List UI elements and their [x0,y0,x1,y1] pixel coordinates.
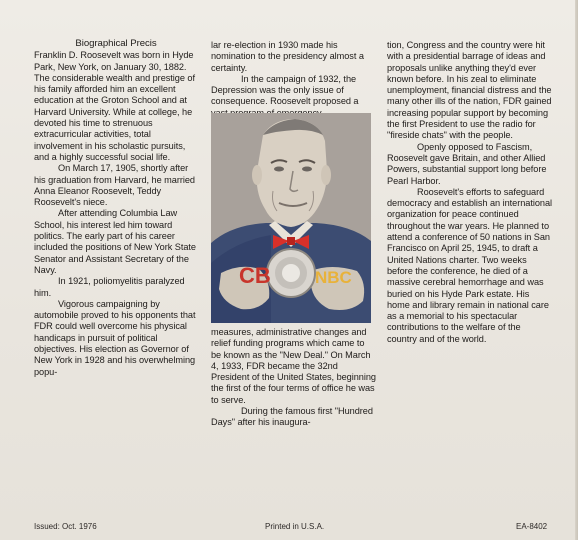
paragraph: Openly opposed to Fascism, Roosevelt gave Britain, and other Allied Powers, substantial support long before Pearl Harbor. [387,141,547,186]
fdr-portrait-illustration [211,113,371,323]
paragraph: Roosevelt's efforts to safeguard democracy and establish an international organization for peace continued throughout the war years. He planned to attend a conference of 50 nations in San Francisco on April 25, 1945, to draft a United Nations charter. Two weeks before the conference, he died of a massive cerebral hemorrhage and was buried on his Hyde Park estate. His home and library remain in national care as a memorial to his spectacular contributions to the welfare of the country and of the world. [387,186,553,344]
paragraph: Vigorous campaigning by automobile proved to his opponents that FDR could well overcome his physical handicaps in pursuit of political objectives. His election as Governor of New York in 1928 and his overwhelming popu- [34,298,196,377]
issue-date: Issued: Oct. 1976 [34,522,97,531]
biography-column-2-bottom [211,327,376,429]
paragraph: On March 17, 1905, shortly after his graduation from Harvard, he married Anna Eleanor Roosevelt, Teddy Roosevelt's niece. [34,163,195,208]
portrait-drawing [211,113,371,323]
paragraph: Franklin D. Roosevelt was born in Hyde Park, New York, on January 30, 1882. The considerable wealth and prestige of his family afforded him an excellent education at the Groton School and at Harvard University. While at college, he devoted his time to strenuous extracurricular activities, total involvement in his scholastic pursuits, and a highly successful social life. [34,50,195,162]
biography-column-3 [387,40,552,345]
section-heading: Biographical Precis [75,38,157,49]
catalog-number: EA-8402 [516,522,548,531]
paragraph: measures, administrative changes and relief funding programs which came to be known as the "New Deal." On March 4, 1933, FDR became the 32nd President of the United States, beginning the first of the four terms of office he was to serve. [211,327,376,405]
mic-label-cbs: CB [239,263,271,288]
paragraph: In the campaign of 1932, the Depression was the only issue of consequence. Roosevelt proposed a [211,73,359,107]
mic-label-nbc: NBC [315,268,352,287]
paragraph: During the famous first "Hundred Days" after his inaugura- [211,406,373,428]
paragraph: lar re-election in 1930 made his nomination to the presidency almost a certainty. [211,40,364,73]
paragraph: After attending Columbia Law School, his interest led him toward politics. The early part of his career included the positions of New York State Senator and Assistant Secretary of the Navy. [34,208,196,275]
paragraph: In 1921, poliomyelitis paralyzed him. [34,276,185,298]
paragraph: tion, Congress and the country were hit with a presidential barrage of ideas and proposals unlike anything they'd ever known before. In his zeal to eliminate unemployment, financial distress and the many other ills of the nation, FDR gained increasing popular support by becoming the first President to use the radio for "fireside chats" with the people. [387,40,552,141]
biography-column-1 [34,38,198,378]
printed-in-notice: Printed in U.S.A. [265,522,325,531]
biography-column-2-top [211,40,376,119]
